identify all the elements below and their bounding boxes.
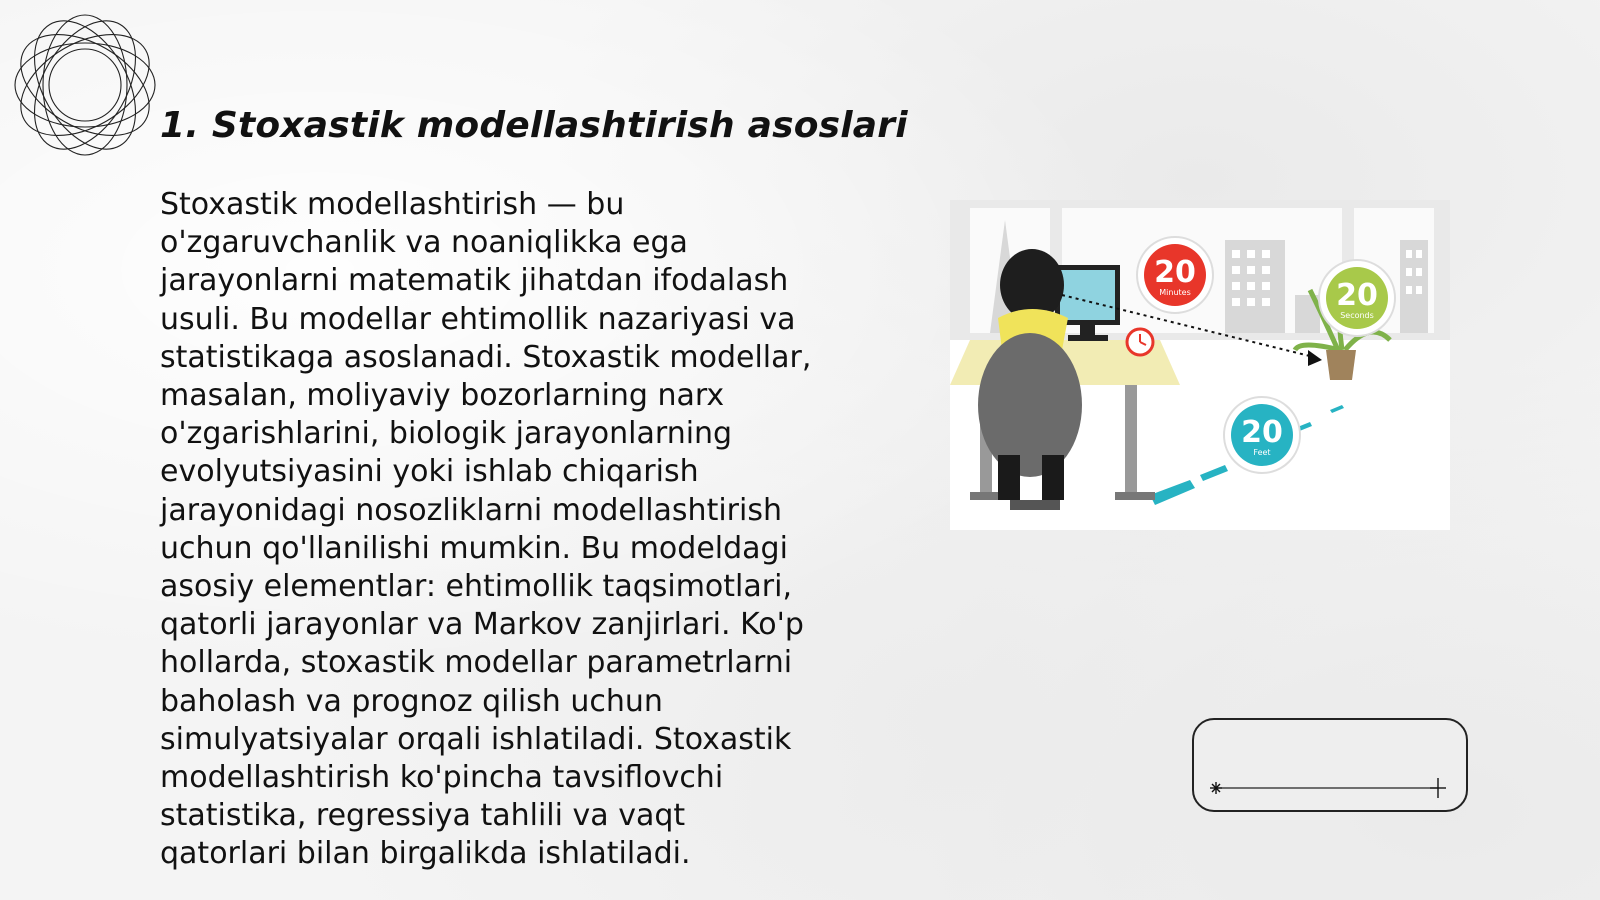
badge-feet-number: 20: [1241, 415, 1283, 450]
badge-feet-unit: Feet: [1253, 448, 1271, 457]
badge-minutes-unit: Minutes: [1159, 288, 1191, 297]
decorative-frame: [1192, 718, 1468, 812]
badge-minutes: [1137, 237, 1213, 313]
slide-title: 1. Stoxastik modellashtirish asoslari: [160, 105, 908, 146]
alarm-clock-icon: [1127, 329, 1153, 355]
badge-seconds-unit: Seconds: [1340, 311, 1374, 320]
badge-seconds-number: 20: [1336, 278, 1378, 313]
decorative-line: [1194, 720, 1466, 810]
eye-rest-illustration: [950, 200, 1450, 530]
star-icon: [1430, 778, 1446, 798]
sparkle-icon: [1210, 782, 1222, 794]
badge-feet: [1224, 397, 1300, 473]
badge-seconds: [1319, 260, 1395, 336]
badge-minutes-number: 20: [1154, 255, 1196, 290]
slide-body-text: Stoxastik modellashtirish — bu o'zgaruvchanlik va noaniqlikka ega jarayonlarni matematik jihatdan ifodalash usuli. Bu modellar ehtimollik nazariyasi va statistikaga asoslanadi. Stoxastik modellar, masalan, moliyaviy bozorlarning narx o'zgarishlarini, biologik jarayonlarning evolyutsiyasini yoki ishlab chiqarish jarayonidagi nosozliklarni modellashtirish uchun qo'llanilishi mumkin. Bu modeldagi asosiy elementlar: ehtimollik taqsimotlari, qatorli jarayonlar va Markov zanjirlari. Ko'p hollarda, stoxastik modellar parametrlarni baholash va prognoz qilish uchun simulyatsiyalar orqali ishlatiladi. Stoxastik modellashtirish ko'pincha tavsiflovchi statistika, regressiya tahlili va vaqt qatorlari bilan birgalikda ishlatiladi.: [160, 187, 812, 872]
decorative-orb-icon: [10, 10, 160, 160]
